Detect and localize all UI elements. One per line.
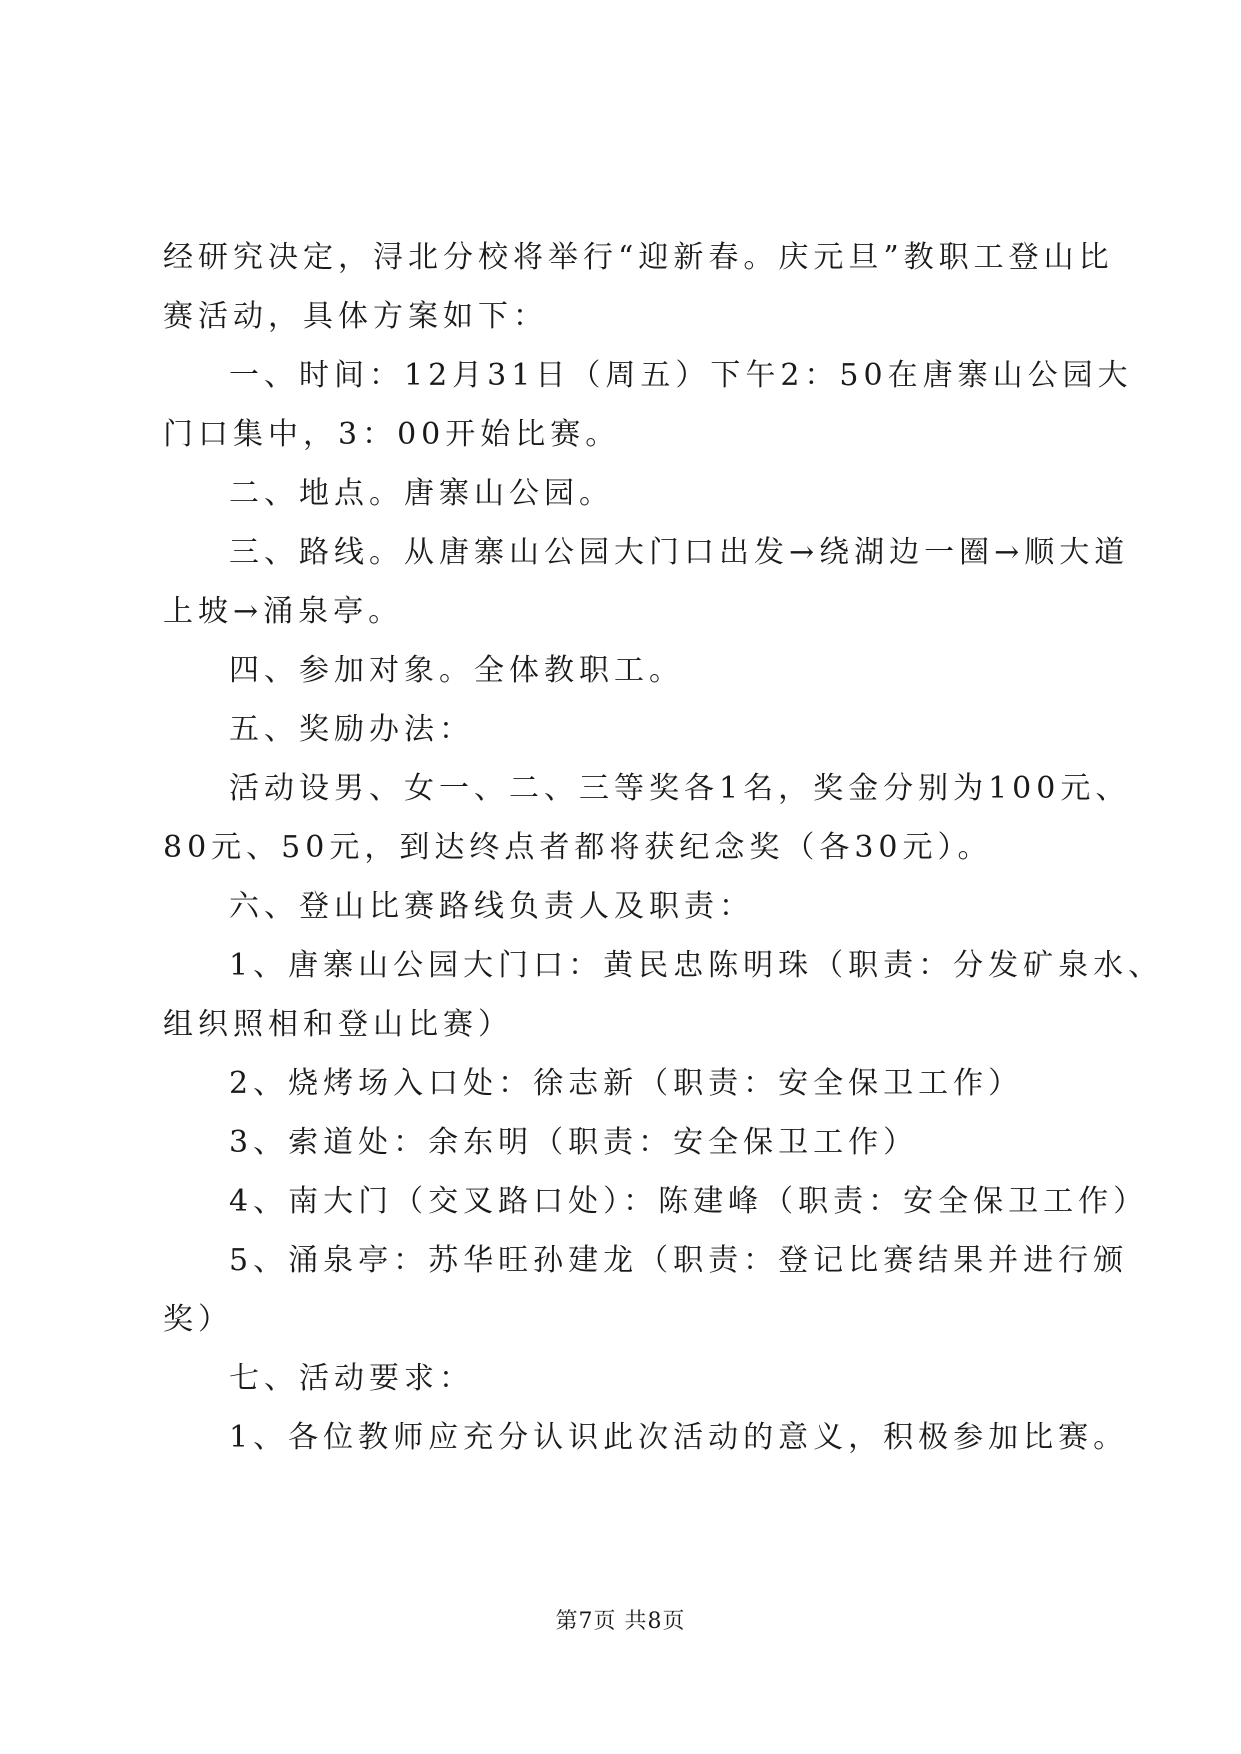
- document-body: [163, 228, 1164, 1467]
- text-line: 三、路线。从唐寨山公园大门口出发→绕湖边一圈→顺大道: [229, 535, 1130, 570]
- text-line: 活动设男、女一、二、三等奖各1名，奖金分别为100元、: [229, 771, 1131, 806]
- text-line: 赛活动，具体方案如下：: [163, 299, 548, 334]
- text-line: 5、涌泉亭：苏华旺孙建龙（职责：登记比赛结果并进行颁: [229, 1243, 1129, 1278]
- text-line: 五、奖励办法：: [229, 712, 474, 747]
- text-line: 一、时间：12月31日（周五）下午2：50在唐寨山公园大: [229, 358, 1133, 393]
- text-line: 2、烧烤场入口处：徐志新（职责：安全保卫工作）: [229, 1066, 1024, 1101]
- text-line: 1、唐寨山公园大门口：黄民忠陈明珠（职责：分发矿泉水、: [229, 948, 1164, 983]
- text-line: 经研究决定，浔北分校将举行“迎新春。庆元旦”教职工登山比: [163, 240, 1114, 275]
- text-line: 门口集中，3：00开始比赛。: [163, 417, 621, 452]
- text-line: 1、各位教师应充分认识此次活动的意义，积极参加比赛。: [229, 1420, 1129, 1455]
- text-line: 80元、50元，到达终点者都将获纪念奖（各30元）。: [163, 830, 993, 865]
- text-line: 二、地点。唐寨山公园。: [229, 476, 614, 511]
- text-line: 上坡→涌泉亭。: [163, 594, 404, 629]
- page-number-footer: 第7页 共8页: [555, 1609, 686, 1634]
- text-line: 四、参加对象。全体教职工。: [229, 653, 684, 688]
- text-line: 六、登山比赛路线负责人及职责：: [229, 889, 754, 924]
- text-line: 组织照相和登山比赛）: [163, 1007, 513, 1042]
- text-line: 3、索道处：余东明（职责：安全保卫工作）: [229, 1125, 919, 1160]
- text-line: 七、活动要求：: [229, 1361, 474, 1396]
- text-line: 4、南大门（交叉路口处）：陈建峰（职责：安全保卫工作）: [229, 1184, 1149, 1219]
- text-line: 奖）: [163, 1302, 233, 1337]
